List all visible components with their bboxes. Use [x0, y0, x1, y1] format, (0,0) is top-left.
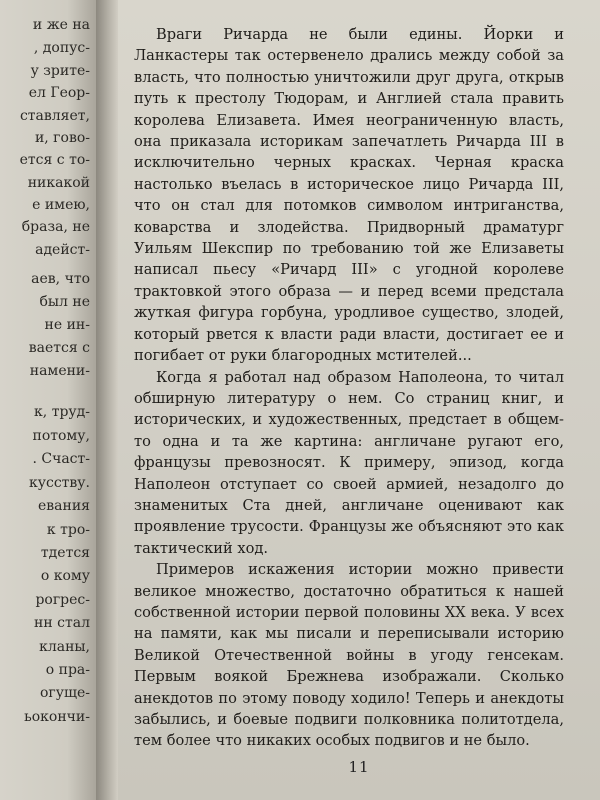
left-text-fragment: кланы, — [39, 639, 90, 655]
left-text-fragment: тдется — [40, 545, 90, 561]
left-text-fragment: у зрите- — [30, 63, 90, 79]
left-text-fragment: о кому — [40, 568, 90, 584]
left-text-fragment: к тро- — [46, 522, 90, 538]
left-text-fragment: и, гово- — [34, 130, 90, 146]
right-page — [118, 0, 600, 800]
left-text-fragment: адейст- — [35, 242, 90, 258]
left-text-fragment: ьокончи- — [24, 709, 90, 725]
left-text-fragment: кусству. — [29, 475, 90, 491]
left-text-fragment: евания — [37, 498, 90, 514]
left-text-fragment: огуще- — [39, 685, 90, 701]
left-text-fragment: и же на — [32, 17, 90, 33]
paragraph-history-distortion: Примеров искажения истории можно привести великое множество, достаточно обратиться к нашей собственной истории первой половины XX века. У всех на памяти, как мы писали и переписывали историю Великой Отечественной войны в угоду генсекам. Первым воякой Брежнева изображали. Сколько анекдотов по этому поводу ходило! Теперь и анекдоты забылись, и боевые подвиги полковника политотдела, тем более что никаких особых подвигов и не было. — [134, 561, 564, 750]
left-text-fragment: ставляет, — [19, 108, 90, 124]
left-text-fragment: ется с то- — [19, 152, 90, 168]
left-text-fragment: аев, что — [31, 271, 90, 287]
left-text-fragment: . Счаст- — [32, 451, 90, 467]
left-page-edge — [0, 0, 96, 800]
paragraph-napoleon: Когда я работал над образом Наполеона, то читал обширную литературу о нем. Со страниц книг, и исторических, и художественных, предстает в общем-то одна и та же картина: англичане ругают его, французы превозносят. К примеру, эпизод, когда Наполеон отступает со своей армией, незадолго до знаменитых Ста дней, англичане оценивают как проявление трусости. Французы же объясняют это как тактический ход. — [134, 368, 564, 557]
page-number: 11 — [348, 758, 370, 776]
paragraph-richard: Враги Ричарда не были едины. Йорки и Ланкастеры так остервенело дрались между собой за власть, что полностью уничтожили друг друга, открыв путь к престолу Тюдорам, и Англией стала править королева Елизавета. Имея неограниченную власть, она приказала историкам запечатлеть Ричарда III в исключительно черных красках. Черная краска настолько въелась в историческое лицо Ричарда III, что он стал для потомков символом интриганства, коварства и злодейства. Придворный драматург Уильям Шекспир по требованию той же Елизаветы написал пьесу «Ричард III» с угодной королеве трактовкой этого образа — и перед всеми предстала жуткая фигура горбуна, уродливое существо, злодей, который рвется к власти ради власти, достигает ее и погибает от руки благородных мстителей... — [134, 26, 564, 365]
page-body-text — [134, 24, 564, 752]
left-text-fragment: о пра- — [45, 662, 90, 678]
left-text-fragment: намени- — [29, 363, 90, 379]
left-text-fragment: ел Геор- — [28, 85, 90, 101]
left-text-fragment: не ин- — [44, 317, 90, 333]
left-text-fragment: вается с — [28, 340, 90, 356]
left-text-fragment: к, труд- — [34, 404, 90, 420]
left-text-fragment: был не — [39, 294, 90, 310]
book-gutter — [96, 0, 118, 800]
left-text-fragment: нн стал — [34, 615, 90, 631]
left-text-fragment: , допус- — [33, 40, 90, 56]
left-text-fragment: потому, — [32, 428, 90, 444]
left-text-fragment: никакой — [27, 175, 90, 191]
left-text-fragment: е имею, — [32, 197, 90, 213]
left-text-fragment: браза, не — [21, 219, 90, 235]
left-text-fragment: рогрес- — [35, 592, 90, 608]
